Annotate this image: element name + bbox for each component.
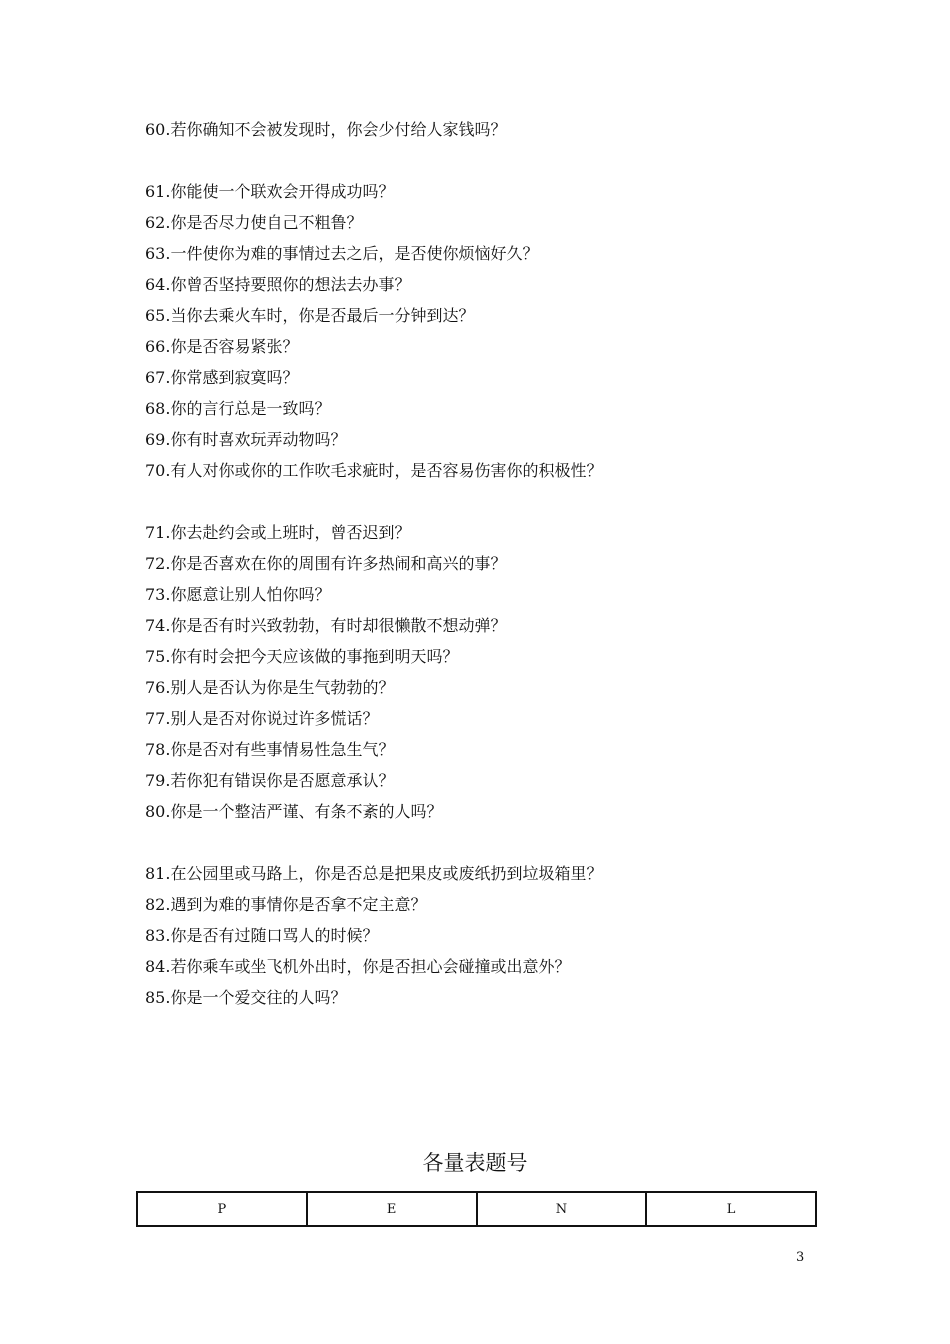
question-item xyxy=(145,858,845,889)
question-text: 你有时喜欢玩弄动物吗？ xyxy=(170,430,347,449)
question-number: 76. xyxy=(145,678,171,697)
question-text: 遇到为难的事情你是否拿不定主意？ xyxy=(170,895,427,914)
question-number: 64. xyxy=(145,275,171,294)
question-number: 62. xyxy=(145,213,171,232)
question-number: 65. xyxy=(145,306,171,325)
question-text: 你是否容易紧张？ xyxy=(170,337,299,356)
question-number: 74. xyxy=(145,616,171,635)
question-text: 你常感到寂寞吗？ xyxy=(170,368,299,387)
question-item xyxy=(145,176,845,207)
question-text: 在公园里或马路上，你是否总是把果皮或废纸扔到垃圾箱里？ xyxy=(170,864,603,883)
question-number: 82. xyxy=(145,895,171,914)
scale-table xyxy=(136,1191,817,1227)
question-item xyxy=(145,951,845,982)
question-text: 一件使你为难的事情过去之后，是否使你烦恼好久？ xyxy=(170,244,539,263)
question-number: 63. xyxy=(145,244,171,263)
question-text: 你曾否坚持要照你的想法去办事？ xyxy=(170,275,411,294)
question-number: 60. xyxy=(145,120,171,139)
question-text: 你是否有过随口骂人的时候？ xyxy=(170,926,379,945)
question-item xyxy=(145,424,845,455)
question-text: 你是否尽力使自己不粗鲁？ xyxy=(170,213,363,232)
question-number: 66. xyxy=(145,337,171,356)
question-number: 69. xyxy=(145,430,171,449)
question-text: 你能使一个联欢会开得成功吗？ xyxy=(170,182,395,201)
scale-table-title: 各量表题号 xyxy=(422,1151,528,1175)
question-item xyxy=(145,548,845,579)
question-number: 70. xyxy=(145,461,171,480)
question-number: 67. xyxy=(145,368,171,387)
scale-header-e: E xyxy=(307,1192,477,1226)
question-text: 你是否喜欢在你的周围有许多热闹和高兴的事？ xyxy=(170,554,507,573)
question-text: 你去赴约会或上班时，曾否迟到？ xyxy=(170,523,411,542)
question-item xyxy=(145,300,845,331)
question-text: 若你确知不会被发现时，你会少付给人家钱吗？ xyxy=(170,120,507,139)
question-text: 你是一个爱交往的人吗？ xyxy=(170,988,347,1007)
page-number: 3 xyxy=(796,1250,805,1265)
question-item xyxy=(145,796,845,827)
question-group xyxy=(145,176,845,486)
question-text: 你的言行总是一致吗？ xyxy=(170,399,331,418)
question-number: 78. xyxy=(145,740,171,759)
question-item xyxy=(145,269,845,300)
question-item xyxy=(145,672,845,703)
question-item xyxy=(145,114,845,145)
scale-header-n: N xyxy=(477,1192,647,1226)
question-item xyxy=(145,238,845,269)
question-item xyxy=(145,920,845,951)
question-text: 你愿意让别人怕你吗？ xyxy=(170,585,331,604)
question-group xyxy=(145,858,845,1013)
question-item xyxy=(145,734,845,765)
question-number: 80. xyxy=(145,802,171,821)
question-number: 73. xyxy=(145,585,171,604)
question-text: 你是否有时兴致勃勃，有时却很懒散不想动弹？ xyxy=(170,616,507,635)
question-item xyxy=(145,982,845,1013)
question-text: 若你犯有错误你是否愿意承认？ xyxy=(170,771,395,790)
question-text: 你是一个整洁严谨、有条不紊的人吗？ xyxy=(170,802,443,821)
question-group xyxy=(145,114,845,145)
question-number: 77. xyxy=(145,709,171,728)
question-item xyxy=(145,641,845,672)
question-text: 你有时会把今天应该做的事拖到明天吗？ xyxy=(170,647,459,666)
question-item xyxy=(145,331,845,362)
question-item xyxy=(145,455,845,486)
question-number: 61. xyxy=(145,182,171,201)
scale-header-l: L xyxy=(646,1192,816,1226)
question-number: 75. xyxy=(145,647,171,666)
question-number: 85. xyxy=(145,988,171,1007)
question-group xyxy=(145,517,845,827)
question-text: 有人对你或你的工作吹毛求疵时，是否容易伤害你的积极性？ xyxy=(170,461,603,480)
question-number: 84. xyxy=(145,957,171,976)
question-item xyxy=(145,610,845,641)
question-item xyxy=(145,207,845,238)
question-item xyxy=(145,765,845,796)
question-number: 68. xyxy=(145,399,171,418)
question-number: 72. xyxy=(145,554,171,573)
question-item xyxy=(145,889,845,920)
question-item xyxy=(145,579,845,610)
scale-header-p: P xyxy=(137,1192,307,1226)
question-number: 71. xyxy=(145,523,171,542)
scale-table-header-row xyxy=(137,1192,816,1226)
question-text: 若你乘车或坐飞机外出时，你是否担心会碰撞或出意外？ xyxy=(170,957,571,976)
question-text: 别人是否对你说过许多慌话？ xyxy=(170,709,379,728)
question-list xyxy=(145,114,845,1013)
question-item xyxy=(145,362,845,393)
question-item xyxy=(145,703,845,734)
question-text: 当你去乘火车时，你是否最后一分钟到达？ xyxy=(170,306,475,325)
question-text: 别人是否认为你是生气勃勃的？ xyxy=(170,678,395,697)
question-number: 81. xyxy=(145,864,171,883)
question-text: 你是否对有些事情易性急生气？ xyxy=(170,740,395,759)
question-item xyxy=(145,393,845,424)
question-number: 83. xyxy=(145,926,171,945)
question-number: 79. xyxy=(145,771,171,790)
question-item xyxy=(145,517,845,548)
